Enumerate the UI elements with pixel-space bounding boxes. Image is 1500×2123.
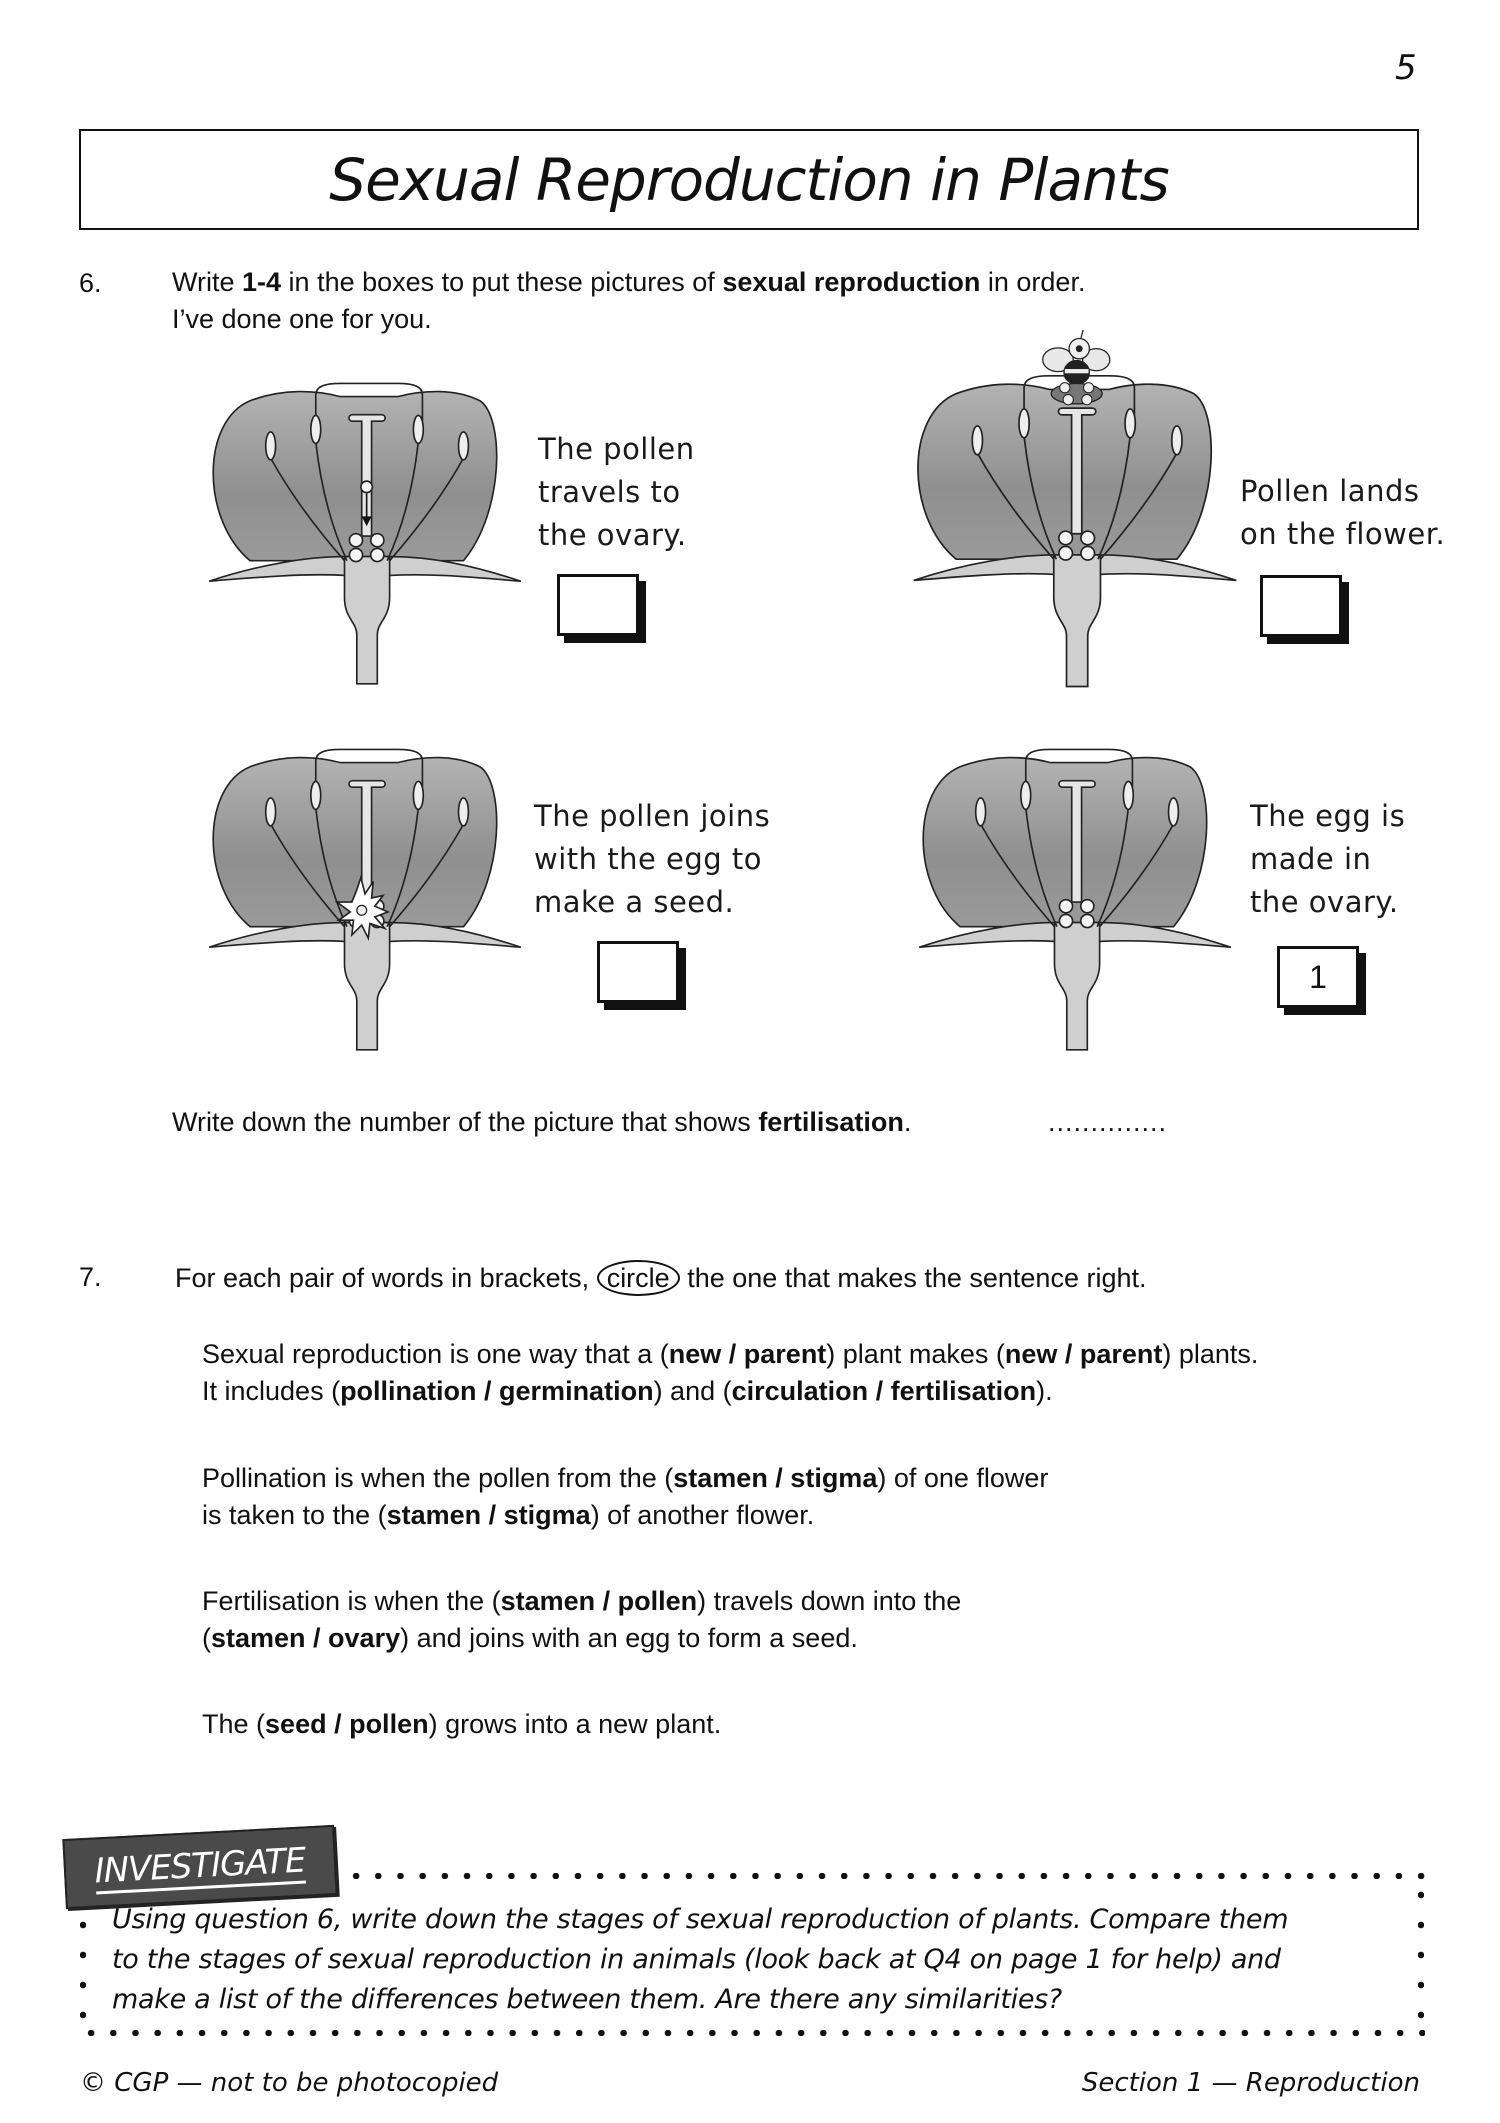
bee-icon — [1043, 330, 1110, 405]
flower-with-bee-illustration — [895, 330, 1255, 695]
para-line — [202, 1373, 1258, 1410]
text: is taken to the ( — [202, 1500, 387, 1530]
flower-pollen-tube-illustration — [185, 372, 545, 692]
q6-line1 — [172, 264, 1085, 301]
flower-fertilisation-illustration — [185, 738, 545, 1058]
text: ) of another flower. — [590, 1500, 815, 1530]
text: It includes ( — [202, 1376, 341, 1406]
text: ) travels down into the — [697, 1586, 962, 1616]
text: ) of one flower — [877, 1463, 1049, 1493]
text: ) and ( — [653, 1376, 732, 1406]
picture-pollen-travels — [185, 372, 545, 697]
q7-number: 7. — [79, 1262, 102, 1292]
footer-section: Section 1 — Reproduction — [1081, 2068, 1420, 2098]
investigate-left-border — [80, 1910, 86, 2020]
investigate-text — [112, 1900, 1392, 2020]
title-box — [79, 129, 1419, 230]
caption-egg-made — [1250, 795, 1405, 924]
text: ). — [1036, 1376, 1053, 1406]
footer-copyright: © CGP — not to be photocopied — [80, 2068, 499, 2098]
circled-word: circle — [597, 1260, 680, 1296]
picture-pollen-joins — [185, 738, 545, 1063]
choice-stamen-stigma-2[interactable]: stamen / stigma — [386, 1500, 591, 1530]
investigate-line: to the stages of sexual reproduction in animals (look back at Q4 on page 1 for help) and — [112, 1944, 1281, 1975]
text: ) plants. — [1162, 1339, 1259, 1369]
caption-line: The pollen joins — [534, 799, 771, 833]
caption-line: The pollen — [538, 432, 695, 466]
text: in the boxes to put these pictures of — [281, 267, 723, 297]
caption-line: made in — [1250, 842, 1372, 876]
choice-stamen-ovary[interactable]: stamen / ovary — [211, 1623, 401, 1653]
para-line — [202, 1336, 1258, 1373]
choice-stamen-pollen[interactable]: stamen / pollen — [500, 1586, 698, 1616]
text: ) grows into a new plant. — [428, 1709, 722, 1739]
q6-line2: I’ve done one for you. — [172, 304, 432, 334]
text: Write down the number of the picture that shows — [172, 1107, 759, 1137]
choice-pollination-germination[interactable]: pollination / germination — [340, 1376, 654, 1406]
caption-pollen-lands — [1240, 470, 1445, 556]
text: ( — [202, 1623, 211, 1653]
choice-circulation-fertilisation[interactable]: circulation / fertilisation — [731, 1376, 1037, 1406]
q7-paragraph-3 — [202, 1583, 961, 1657]
para-line — [202, 1583, 961, 1620]
investigate-label-text: INVESTIGATE — [94, 1840, 307, 1894]
text: Sexual reproduction is one way that a ( — [202, 1339, 669, 1369]
text: . — [903, 1107, 912, 1137]
choice-seed-pollen[interactable]: seed / pollen — [265, 1709, 429, 1739]
investigate-right-border — [1418, 1880, 1424, 2025]
text: the one that makes the sentence right. — [679, 1263, 1147, 1293]
page-title: Sexual Reproduction in Plants — [329, 145, 1169, 214]
caption-line: the ovary. — [1250, 885, 1399, 919]
bold-text: 1-4 — [242, 267, 282, 297]
page-number: 5 — [1395, 48, 1417, 88]
q6-instruction — [172, 264, 1085, 338]
q7-paragraph-2 — [202, 1460, 1048, 1534]
para-line — [202, 1706, 721, 1743]
picture-pollen-lands — [895, 330, 1255, 700]
text: The ( — [202, 1709, 266, 1739]
caption-line: the ovary. — [538, 518, 687, 552]
para-line — [202, 1497, 1048, 1534]
q7-paragraph-4 — [202, 1706, 721, 1743]
q6-number: 6. — [79, 268, 102, 298]
caption-pollen-travels — [538, 428, 695, 557]
text: Fertilisation is when the ( — [202, 1586, 501, 1616]
fertilisation-answer-field[interactable]: .............. — [1048, 1107, 1168, 1137]
investigate-line: Using question 6, write down the stages of sexual reproduction of plants. Compare them — [112, 1904, 1289, 1935]
investigate-line: make a list of the differences between them. Are there any similarities? — [112, 1984, 1062, 2015]
choice-stamen-stigma-1[interactable]: stamen / stigma — [673, 1463, 878, 1493]
answer-box-pollen-lands[interactable] — [1260, 575, 1342, 637]
text: Pollination is when the pollen from the ( — [202, 1463, 674, 1493]
q7-instruction — [175, 1260, 1147, 1297]
bold-text: fertilisation — [758, 1107, 904, 1137]
answer-box-pollen-travels[interactable] — [557, 574, 639, 636]
answer-box-pollen-joins[interactable] — [597, 941, 679, 1003]
para-line — [202, 1620, 961, 1657]
bold-text: sexual reproduction — [722, 267, 981, 297]
para-line — [202, 1460, 1048, 1497]
caption-line: Pollen lands — [1240, 474, 1420, 508]
investigate-top-border — [345, 1873, 1425, 1879]
text: Write — [172, 267, 243, 297]
text: in order. — [980, 267, 1086, 297]
text: For each pair of words in brackets, — [175, 1263, 597, 1293]
picture-egg-made — [895, 738, 1255, 1063]
caption-line: on the flower. — [1240, 517, 1446, 551]
caption-line: The egg is — [1250, 799, 1406, 833]
caption-pollen-joins — [534, 795, 770, 924]
choice-new-parent-1[interactable]: new / parent — [668, 1339, 827, 1369]
answer-box-egg-made[interactable]: 1 — [1277, 946, 1359, 1008]
choice-new-parent-2[interactable]: new / parent — [1004, 1339, 1163, 1369]
text: ) plant makes ( — [826, 1339, 1005, 1369]
caption-line: travels to — [538, 475, 681, 509]
fertilisation-prompt — [172, 1104, 911, 1141]
caption-line: make a seed. — [534, 885, 735, 919]
q7-paragraph-1 — [202, 1336, 1258, 1410]
investigate-bottom-border — [80, 2030, 1425, 2036]
caption-line: with the egg to — [534, 842, 763, 876]
flower-ovary-illustration — [895, 738, 1255, 1058]
investigate-label — [62, 1825, 337, 1909]
text: ) and joins with an egg to form a seed. — [400, 1623, 858, 1653]
